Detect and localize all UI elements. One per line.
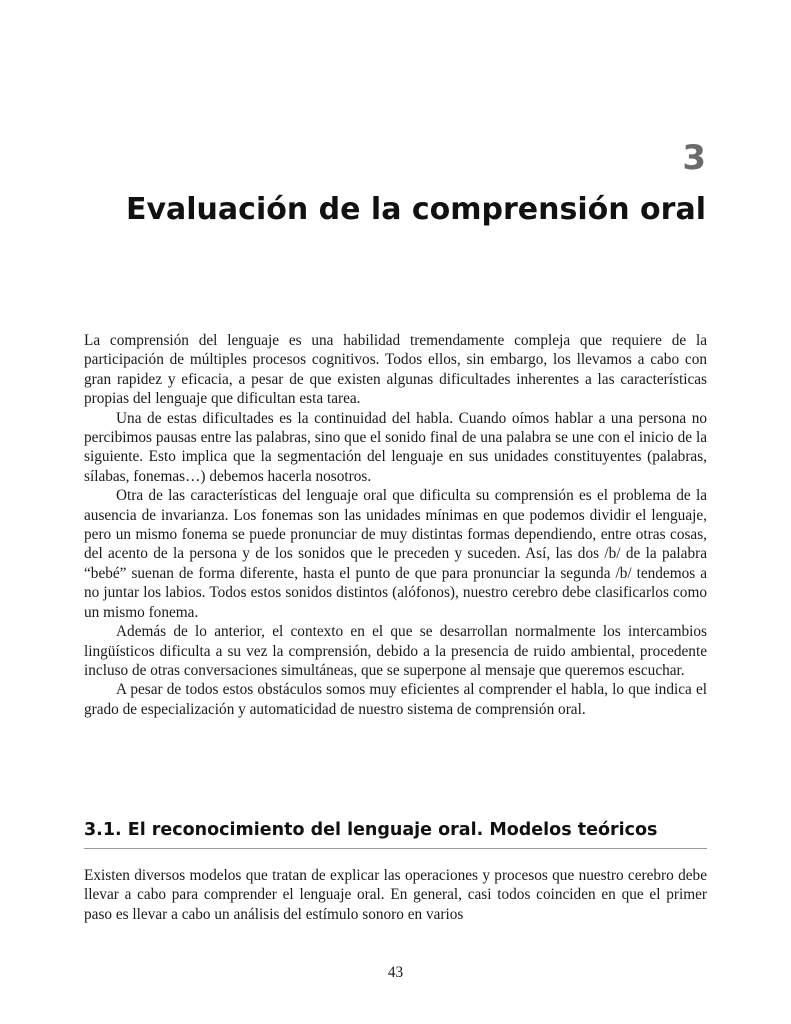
intro-paragraph: A pesar de todos estos obstáculos somos muy eficientes al comprender el habla, lo que indica el grado de especialización y automaticidad de nuestro sistema de comprensión oral. bbox=[84, 681, 707, 718]
page-number: 43 bbox=[387, 964, 404, 981]
intro-paragraph: Una de estas dificultades es la continuidad del habla. Cuando oímos hablar a una persona no percibimos pausas entre las palabras, sino que el sonido final de una palabra se une con el inicio de la siguiente. Esto implica que la segmentación del lenguaje en sus unidades constituyentes (palabras, sílabas, fonemas…) debemos hacerla nosotros. bbox=[84, 409, 707, 485]
chapter-number: 3 bbox=[682, 138, 706, 178]
section-paragraph: Existen diversos modelos que tratan de explicar las operaciones y procesos que nuestro cerebro debe llevar a cabo para comprender el lenguaje oral. En general, casi todos coinciden en que el primer paso es llevar a cabo un análisis del estímulo sonoro en varios bbox=[84, 867, 707, 923]
intro-paragraph: Otra de las características del lenguaje oral que dificulta su comprensión es el problema de la ausencia de invarianza. Los fonemas son las unidades mínimas en que podemos dividir el lenguaje, pero un mismo fonema se puede pronunciar de muy distintas formas dependiendo, entre otras cosas, del acento de la persona y de los sonidos que le preceden y suceden. Así, las dos /b/ de la palabra “bebé” suenan de forma diferente, hasta el punto de que para pronunciar la segunda /b/ tendemos a no juntar los labios. Todos estos sonidos distintos (alófonos), nuestro cerebro debe clasificarlos como un mismo fonema. bbox=[84, 487, 707, 621]
section-heading: 3.1. El reconocimiento del lenguaje oral. Modelos teóricos bbox=[84, 820, 707, 849]
section-text bbox=[84, 866, 707, 924]
chapter-title: Evaluación de la comprensión oral bbox=[125, 192, 706, 227]
intro-paragraph: Además de lo anterior, el contexto en el que se desarrollan normalmente los intercambios lingüísticos dificulta a su vez la comprensión, debido a la presencia de ruido ambiental, procedente incluso de otras conversaciones simultáneas, que se superpone al mensaje que queremos escuchar. bbox=[84, 623, 707, 679]
intro-text bbox=[84, 331, 707, 719]
intro-paragraph: La comprensión del lenguaje es una habilidad tremendamente compleja que requiere de la participación de múltiples procesos cognitivos. Todos ellos, sin embargo, los llevamos a cabo con gran rapidez y eficacia, a pesar de que existen algunas dificultades inherentes a las características propias del lenguaje que dificultan esta tarea. bbox=[84, 332, 707, 408]
